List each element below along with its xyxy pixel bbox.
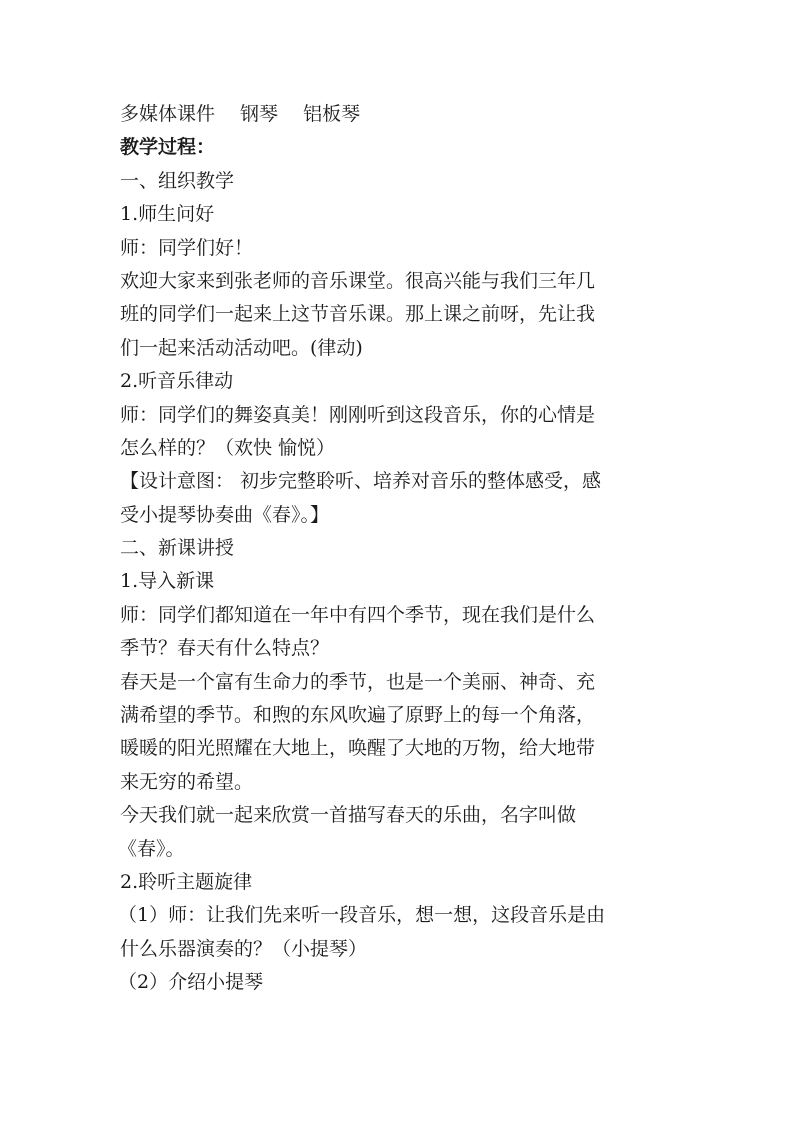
subheading-listen-theme: 2.聆听主题旋律 xyxy=(120,870,253,893)
design-intent-line: 【设计意图： 初步完整聆听、培养对音乐的整体感受，感 xyxy=(120,470,602,493)
paragraph-line: 们一起来活动活动吧。(律动) xyxy=(120,336,363,359)
paragraph-line: 暖暖的阳光照耀在大地上，唤醒了大地的万物，给大地带 xyxy=(120,737,596,760)
paragraph-line: 今天我们就一起来欣赏一首描写春天的乐曲，名字叫做 xyxy=(120,804,577,827)
list-item: （2）介绍小提琴 xyxy=(118,971,264,994)
design-intent-line: 受小提琴协奏曲《春》。】 xyxy=(120,503,330,526)
paragraph-line: 满希望的季节。和煦的东风吹遍了原野上的每一个角落， xyxy=(120,704,596,727)
heading-new-lesson: 二、新课讲授 xyxy=(120,537,235,560)
list-item: （1）师：让我们先来听一段音乐，想一想，这段音乐是由 xyxy=(118,904,606,927)
paragraph-line: 怎么样的？（欢快 愉悦） xyxy=(120,436,336,459)
section-heading-teaching-process: 教学过程： xyxy=(120,136,216,159)
paragraph-line: 师：同学们的舞姿真美！刚刚听到这段音乐，你的心情是 xyxy=(120,403,596,426)
paragraph-line: 师：同学们好！ xyxy=(120,236,254,259)
subheading-introduce-lesson: 1.导入新课 xyxy=(120,570,215,593)
paragraph-line: 欢迎大家来到张老师的音乐课堂。很高兴能与我们三年几 xyxy=(120,269,596,292)
subheading-greeting: 1.师生问好 xyxy=(120,203,215,226)
paragraph-line: 什么乐器演奏的？（小提琴） xyxy=(120,937,368,960)
paragraph-line: 《春》。 xyxy=(118,837,185,860)
subheading-music-rhythm: 2.听音乐律动 xyxy=(120,370,234,393)
materials-line: 多媒体课件 钢琴 铝板琴 xyxy=(120,103,361,125)
document-page xyxy=(120,98,680,1000)
paragraph-line: 来无穷的希望。 xyxy=(120,770,254,793)
paragraph-line: 春天是一个富有生命力的季节，也是一个美丽、神奇、充 xyxy=(120,670,596,693)
paragraph-line: 师：同学们都知道在一年中有四个季节，现在我们是什么 xyxy=(120,603,596,626)
paragraph-line: 季节？春天有什么特点？ xyxy=(120,637,330,660)
heading-organize-teaching: 一、组织教学 xyxy=(120,169,235,192)
paragraph-line: 班的同学们一起来上这节音乐课。那上课之前呀，先让我 xyxy=(120,303,596,326)
